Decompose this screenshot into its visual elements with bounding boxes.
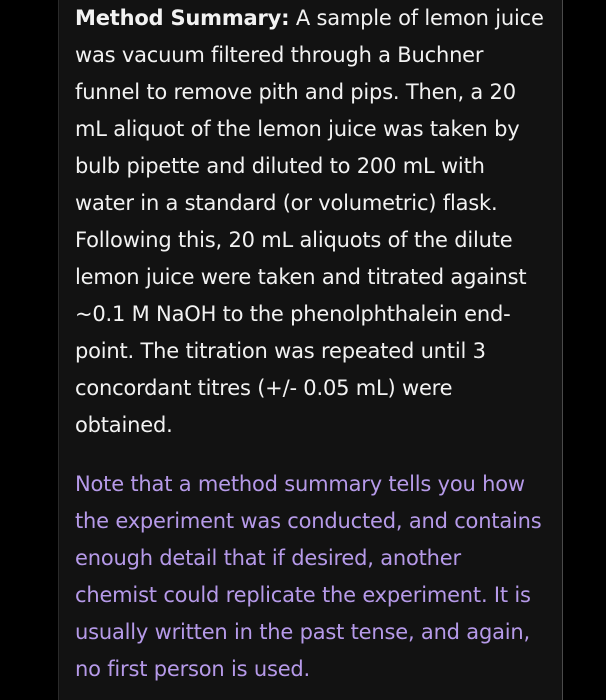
- method-summary-text: A sample of lemon juice was vacuum filtered through a Buchner funnel to remove pith and pips. Then, a 20 mL aliquot of the lemon juice was taken by bulb pipette and diluted to 200 mL with water in a standard (or volumetric) flask. Following this, 20 mL aliquots of the dilute lemon juice were taken and titrated against ~0.1 M NaOH to the phenolphthalein end-point. The titration was repeated until 3 concordant titres (+/- 0.05 mL) were obtained.: [75, 6, 544, 437]
- method-summary-paragraph: [75, 0, 545, 444]
- method-summary-label: Method Summary:: [75, 6, 290, 30]
- document-content: [75, 0, 545, 688]
- note-paragraph: Note that a method summary tells you how the experiment was conducted, and contains enough detail that if desired, another chemist could replicate the experiment. It is usually written in the past tense, and again, no first person is used.: [75, 472, 542, 681]
